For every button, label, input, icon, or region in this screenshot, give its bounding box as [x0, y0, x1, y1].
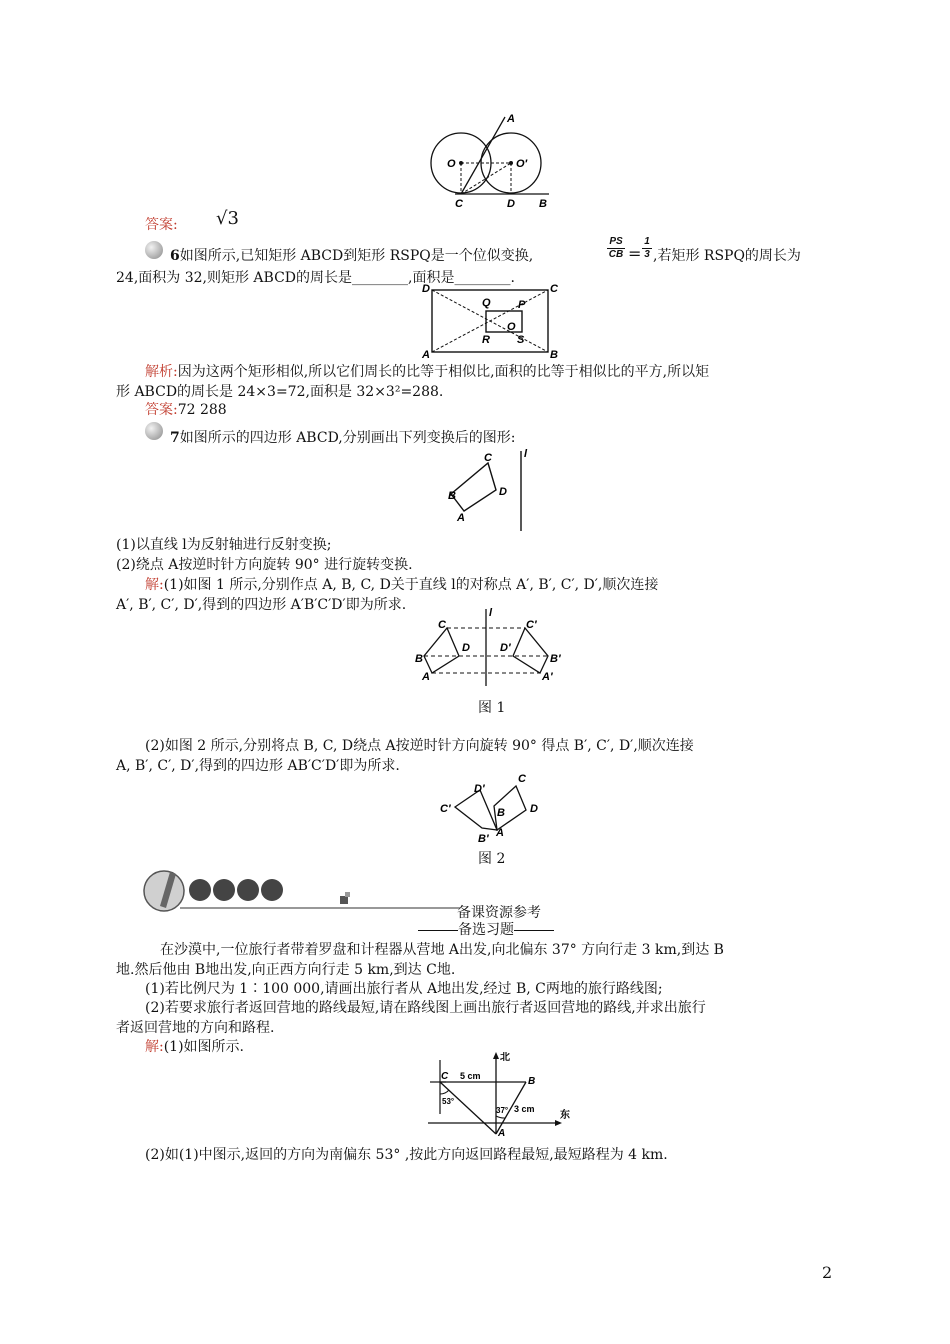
label-D-prime: D′: [500, 642, 511, 654]
figure-two-circles: [425, 112, 555, 210]
label-37deg: 37°: [496, 1106, 509, 1115]
label-A-prime: A′: [542, 671, 553, 683]
label-Q: Q: [482, 297, 491, 309]
label-A: A: [422, 671, 430, 683]
label-north: 北: [500, 1052, 510, 1063]
extra-solution-2: (2)如(1)中图示,返回的方向为南偏东 53° ,按此方向返回路程最短,最短路程为 4 km.: [145, 1147, 668, 1163]
extra-part2b: 者返回营地的方向和路程.: [116, 1020, 275, 1036]
label-A: A: [496, 827, 504, 839]
label-P: P: [518, 299, 526, 311]
page-number: 2: [822, 1263, 833, 1282]
label-D-prime: D′: [474, 783, 485, 795]
label-C: C: [441, 1071, 449, 1082]
extra-solution-label: 解:: [145, 1039, 164, 1055]
q7-solution-2a: (2)如图 2 所示,分别将点 B, C, D绕点 A按逆时针方向旋转 90° 得点 B′, C′, D′,顺次连接: [145, 738, 694, 754]
label-A: A: [422, 349, 430, 361]
label-C: C: [455, 198, 463, 210]
section-subtitle: 备选习题: [418, 919, 554, 939]
label-C: C: [518, 773, 526, 785]
q6-fraction-eq: =: [628, 244, 642, 263]
label-B: B: [497, 807, 505, 819]
q7-solution-1a: 解:(1)如图 1 所示,分别作点 A, B, C, D关于直线 l的对称点 A′, B′, C′, D′,顺次连接: [145, 577, 659, 593]
label-A: A: [498, 1128, 506, 1138]
label-O-prime: O′: [516, 158, 528, 170]
q6-line2: 24,面积为 32,则矩形 ABCD的周长是________,面积是________.: [116, 270, 515, 286]
label-l: l: [489, 607, 493, 619]
figure-1-reflection: [414, 606, 564, 688]
q7-solution-2b: A, B′, C′, D′,得到的四边形 AB′C′D′即为所求.: [116, 758, 400, 774]
q6-fraction-left: $\frac{PS}{CB}$: [608, 236, 624, 260]
q7-stem: 7如图所示的四边形 ABCD,分别画出下列变换后的图形:: [170, 430, 516, 446]
bullet-ball-6: [145, 241, 163, 259]
q6-solution-label: 解析:: [145, 364, 178, 380]
label-east: 东: [560, 1110, 570, 1121]
label-D: D: [507, 198, 515, 210]
label-B-prime: B′: [478, 833, 489, 844]
figure-quadrilateral: [446, 445, 536, 533]
label-B: B: [528, 1076, 536, 1087]
extra-part2a: (2)若要求旅行者返回营地的路线最短,请在路线图上画出旅行者返回营地的路线,并求出旅行: [145, 1000, 706, 1016]
label-O: O: [447, 158, 456, 170]
label-B: B: [448, 490, 456, 502]
extra-stem1: 在沙漠中,一位旅行者带着罗盘和计程器从营地 A出发,向北偏东 37° 方向行走 3 km,到达 B: [160, 942, 724, 958]
q6-text-pre: 如图所示,已知矩形 ABCD到矩形 RSPQ是一个位似变换,: [179, 248, 534, 264]
label-D: D: [462, 642, 470, 654]
q7-part2: (2)绕点 A按逆时针方向旋转 90° 进行旋转变换.: [116, 557, 413, 573]
label-S: S: [517, 334, 525, 346]
label-O: O: [507, 321, 516, 333]
label-B: B: [415, 653, 423, 665]
figure-1-caption: 图 1: [478, 700, 506, 716]
label-A: A: [457, 512, 465, 524]
figure-2-rotation: [438, 772, 548, 844]
q6-answer-label: 答案:: [145, 402, 178, 418]
q6-text-post: ,若矩形 RSPQ的周长为: [653, 248, 801, 264]
label-A: A: [507, 113, 515, 125]
label-D: D: [499, 486, 507, 498]
label-5cm: 5 cm: [460, 1071, 481, 1081]
q6-fraction-right: $\frac{1}{3}$: [642, 236, 652, 261]
label-B-prime: B′: [550, 653, 561, 665]
label-C: C: [550, 283, 558, 295]
label-B: B: [539, 198, 547, 210]
answer-5-value: √3: [216, 208, 239, 229]
figure-rectangles: [420, 282, 560, 364]
label-l: l: [524, 448, 528, 460]
q7-solution-label: 解:: [145, 577, 164, 593]
answer-5-label: 答案:: [145, 217, 178, 233]
q7-number: 7: [170, 430, 180, 446]
label-C-prime: C′: [440, 803, 451, 815]
q6-number: 6: [170, 248, 180, 264]
q6-solution-line1: 解析:因为这两个矩形相似,所以它们周长的比等于相似比,面积的比等于相似比的平方,所以矩: [145, 364, 710, 380]
extra-solution-1: 解:(1)如图所示.: [145, 1039, 244, 1055]
figure-2-caption: 图 2: [478, 851, 506, 867]
label-B: B: [550, 349, 558, 361]
q6-answer: 答案:72 288: [145, 402, 227, 418]
q7-solution-1b: A′, B′, C′, D′,得到的四边形 A′B′C′D′即为所求.: [116, 597, 407, 613]
q7-part1: (1)以直线 l为反射轴进行反射变换;: [116, 537, 332, 553]
figure-route: [420, 1052, 570, 1138]
bullet-ball-7: [145, 422, 163, 440]
label-R: R: [482, 334, 490, 346]
extra-stem2: 地.然后他由 B地出发,向正西方向行走 5 km,到达 C地.: [116, 962, 456, 978]
label-3cm: 3 cm: [514, 1104, 535, 1114]
label-C-prime: C′: [526, 619, 537, 631]
section-title: 备课资源参考: [457, 905, 541, 921]
label-D: D: [422, 283, 430, 295]
label-C: C: [438, 619, 446, 631]
extra-part1: (1)若比例尺为 1∶100 000,请画出旅行者从 A地出发,经过 B, C两地的旅行路线图;: [145, 981, 663, 997]
q6-solution-line2: 形 ABCD的周长是 24×3=72,面积是 32×3²=288.: [116, 384, 444, 400]
q6-line1: [170, 247, 533, 265]
label-53deg: 53°: [442, 1097, 455, 1106]
label-C: C: [484, 452, 492, 464]
label-D: D: [530, 803, 538, 815]
